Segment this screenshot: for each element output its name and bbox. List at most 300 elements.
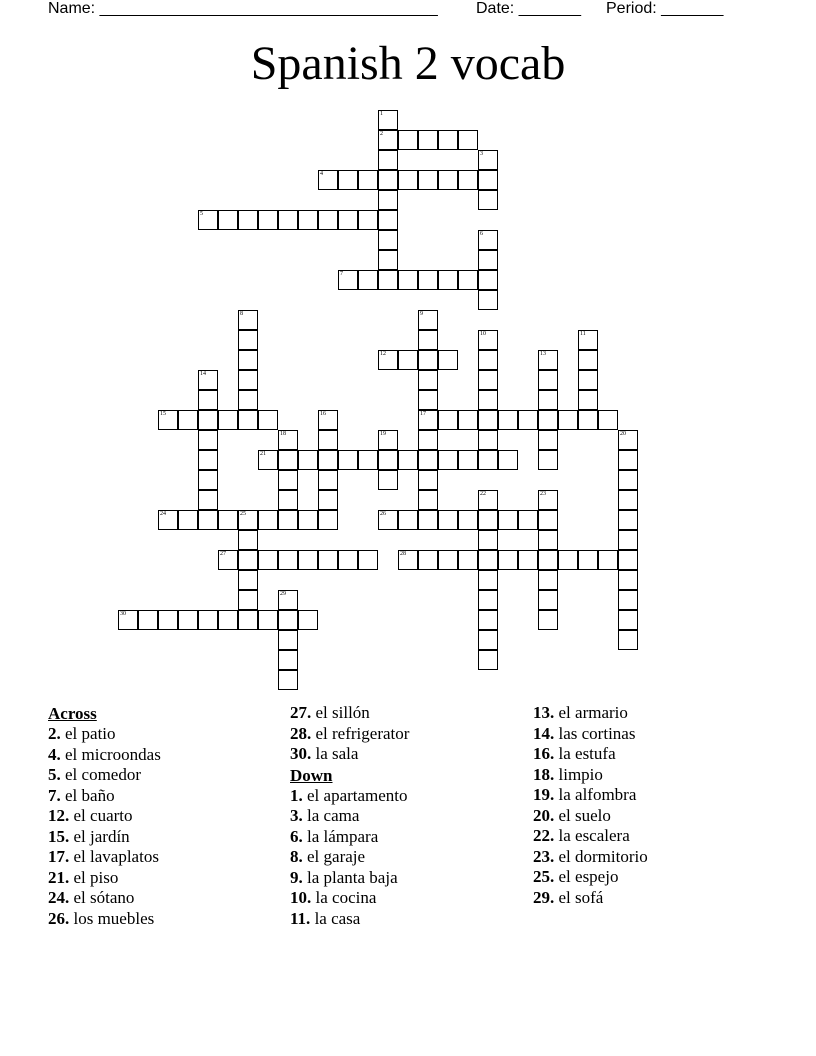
grid-cell[interactable] <box>598 410 618 430</box>
grid-cell[interactable] <box>478 570 498 590</box>
clue-item-text: el baño <box>65 785 115 805</box>
grid-cell[interactable] <box>418 330 438 350</box>
grid-cell[interactable] <box>298 510 318 530</box>
grid-cell[interactable] <box>478 530 498 550</box>
grid-cell[interactable] <box>538 570 558 590</box>
clue-number: 28 <box>400 551 406 557</box>
grid-cell[interactable] <box>258 550 278 570</box>
clue-item-text: la alfombra <box>558 785 637 804</box>
grid-cell[interactable] <box>578 410 598 430</box>
grid-cell[interactable] <box>478 490 498 510</box>
grid-cell[interactable] <box>278 210 298 230</box>
grid-cell[interactable] <box>398 550 418 570</box>
grid-cell[interactable] <box>318 450 338 470</box>
grid-cell[interactable] <box>418 510 438 530</box>
clue-number: 11 <box>580 331 586 337</box>
clue-item-number: 24. <box>48 888 70 907</box>
grid-cell[interactable] <box>618 570 638 590</box>
grid-cell[interactable] <box>498 510 518 530</box>
grid-cell[interactable] <box>198 450 218 470</box>
grid-cell[interactable] <box>618 450 638 470</box>
grid-cell[interactable] <box>538 450 558 470</box>
grid-cell[interactable] <box>198 410 218 430</box>
grid-cell[interactable] <box>198 210 218 230</box>
grid-cell[interactable] <box>478 610 498 630</box>
clue-item-number: 29. <box>533 887 555 907</box>
grid-cell[interactable] <box>478 450 498 470</box>
grid-cell[interactable] <box>358 550 378 570</box>
grid-cell[interactable] <box>618 490 638 510</box>
grid-cell[interactable] <box>498 450 518 470</box>
clue-number: 6 <box>480 231 483 237</box>
clue-item <box>533 744 648 765</box>
clue-item-number: 26. <box>48 908 70 928</box>
clue-item <box>533 867 648 888</box>
clue-item-text: la cama <box>307 806 360 825</box>
grid-cell[interactable] <box>118 610 138 630</box>
grid-cell[interactable] <box>618 530 638 550</box>
clue-item <box>48 765 161 786</box>
grid-cell[interactable] <box>318 410 338 430</box>
grid-cell[interactable] <box>478 350 498 370</box>
clue-number: 7 <box>340 271 343 277</box>
grid-cell[interactable] <box>558 550 578 570</box>
grid-cell[interactable] <box>318 550 338 570</box>
clue-item-number: 8. <box>290 847 303 866</box>
grid-cell[interactable] <box>418 350 438 370</box>
clue-item-number: 15. <box>48 826 70 846</box>
clue-number: 5 <box>200 211 203 217</box>
grid-cell[interactable] <box>198 510 218 530</box>
grid-cell[interactable] <box>238 370 258 390</box>
grid-cell[interactable] <box>378 190 398 210</box>
grid-cell[interactable] <box>238 210 258 230</box>
grid-cell[interactable] <box>358 210 378 230</box>
grid-cell[interactable] <box>278 650 298 670</box>
grid-cell[interactable] <box>478 330 498 350</box>
grid-cell[interactable] <box>238 550 258 570</box>
clue-number: 10 <box>480 331 486 337</box>
grid-cell[interactable] <box>318 470 338 490</box>
grid-cell[interactable] <box>458 510 478 530</box>
grid-cell[interactable] <box>278 670 298 690</box>
grid-cell[interactable] <box>518 510 538 530</box>
grid-cell[interactable] <box>258 410 278 430</box>
grid-cell[interactable] <box>218 410 238 430</box>
grid-cell[interactable] <box>298 550 318 570</box>
grid-cell[interactable] <box>518 550 538 570</box>
grid-cell[interactable] <box>238 530 258 550</box>
clue-item <box>533 785 648 806</box>
grid-cell[interactable] <box>318 430 338 450</box>
clue-item <box>290 786 409 807</box>
clue-number: 9 <box>420 311 423 317</box>
grid-cell[interactable] <box>498 550 518 570</box>
grid-cell[interactable] <box>338 270 358 290</box>
clue-number: 14 <box>200 371 206 377</box>
clue-column-1 <box>48 703 161 929</box>
grid-cell[interactable] <box>478 370 498 390</box>
clue-item-text: el sofá <box>558 887 604 907</box>
grid-cell[interactable] <box>258 210 278 230</box>
clue-number: 18 <box>280 431 286 437</box>
grid-cell[interactable] <box>158 510 178 530</box>
grid-cell[interactable] <box>538 530 558 550</box>
grid-cell[interactable] <box>478 390 498 410</box>
grid-cell[interactable] <box>578 330 598 350</box>
grid-cell[interactable] <box>478 630 498 650</box>
clue-item <box>48 827 161 848</box>
clue-number: 22 <box>480 491 486 497</box>
clue-item <box>533 847 648 868</box>
grid-cell[interactable] <box>258 450 278 470</box>
grid-cell[interactable] <box>418 170 438 190</box>
grid-cell[interactable] <box>538 610 558 630</box>
clue-number: 30 <box>120 611 126 617</box>
grid-cell[interactable] <box>378 170 398 190</box>
clue-item-number: 27. <box>290 703 312 722</box>
grid-cell[interactable] <box>458 450 478 470</box>
grid-cell[interactable] <box>478 230 498 250</box>
clue-number: 13 <box>540 351 546 357</box>
grid-cell[interactable] <box>218 510 238 530</box>
grid-cell[interactable] <box>538 370 558 390</box>
grid-cell[interactable] <box>538 510 558 530</box>
clue-item-text: el microondas <box>65 744 161 764</box>
grid-cell[interactable] <box>438 550 458 570</box>
clue-item-text: la casa <box>314 908 361 928</box>
grid-cell[interactable] <box>258 610 278 630</box>
grid-cell[interactable] <box>438 350 458 370</box>
grid-cell[interactable] <box>398 350 418 370</box>
grid-cell[interactable] <box>578 390 598 410</box>
grid-cell[interactable] <box>458 130 478 150</box>
clue-item-number: 12. <box>48 806 70 825</box>
clue-item-number: 22. <box>533 826 555 845</box>
grid-cell[interactable] <box>438 410 458 430</box>
clue-item-text: la escalera <box>558 826 630 845</box>
grid-cell[interactable] <box>378 130 398 150</box>
clue-item-text: la estufa <box>558 744 616 763</box>
grid-cell[interactable] <box>218 610 238 630</box>
grid-cell[interactable] <box>398 450 418 470</box>
grid-cell[interactable] <box>538 490 558 510</box>
clue-item <box>290 888 409 909</box>
grid-cell[interactable] <box>338 450 358 470</box>
grid-cell[interactable] <box>458 170 478 190</box>
period-field[interactable]: Period: _______ <box>606 0 724 17</box>
grid-cell[interactable] <box>618 610 638 630</box>
grid-cell[interactable] <box>398 270 418 290</box>
grid-cell[interactable] <box>198 390 218 410</box>
grid-cell[interactable] <box>278 470 298 490</box>
clue-item <box>290 806 409 827</box>
grid-cell[interactable] <box>238 330 258 350</box>
clue-item-number: 16. <box>533 744 555 763</box>
grid-cell[interactable] <box>418 470 438 490</box>
grid-cell[interactable] <box>418 390 438 410</box>
clue-item-text: el lavaplatos <box>73 847 159 866</box>
clue-item-text: el piso <box>73 867 119 887</box>
grid-cell[interactable] <box>478 550 498 570</box>
clue-item-number: 3. <box>290 806 303 825</box>
grid-cell[interactable] <box>378 350 398 370</box>
grid-cell[interactable] <box>238 410 258 430</box>
grid-cell[interactable] <box>238 310 258 330</box>
clue-item <box>533 703 648 724</box>
clue-item-text: la planta baja <box>307 867 398 887</box>
grid-cell[interactable] <box>318 170 338 190</box>
grid-cell[interactable] <box>478 410 498 430</box>
clue-section-heading: Across <box>48 704 97 723</box>
clue-item <box>533 724 648 745</box>
grid-cell[interactable] <box>478 430 498 450</box>
grid-cell[interactable] <box>618 510 638 530</box>
clue-item-text: la cocina <box>315 888 377 907</box>
clue-item <box>48 888 161 909</box>
grid-cell[interactable] <box>618 590 638 610</box>
grid-cell[interactable] <box>438 170 458 190</box>
grid-cell[interactable] <box>598 550 618 570</box>
grid-cell[interactable] <box>278 630 298 650</box>
clue-item-text: el apartamento <box>307 785 408 805</box>
clue-item-number: 11. <box>290 908 311 928</box>
grid-cell[interactable] <box>618 470 638 490</box>
grid-cell[interactable] <box>378 510 398 530</box>
grid-cell[interactable] <box>238 350 258 370</box>
clue-item-text: la lámpara <box>307 826 379 846</box>
clue-item <box>48 909 161 930</box>
clue-item-number: 6. <box>290 826 303 846</box>
clue-item-text: el espejo <box>558 867 619 886</box>
clue-number: 26 <box>380 511 386 517</box>
grid-cell[interactable] <box>178 510 198 530</box>
clue-item-number: 13. <box>533 703 555 722</box>
grid-cell[interactable] <box>478 590 498 610</box>
grid-cell[interactable] <box>238 610 258 630</box>
grid-cell[interactable] <box>618 550 638 570</box>
grid-cell[interactable] <box>158 610 178 630</box>
grid-cell[interactable] <box>538 410 558 430</box>
clue-item-number: 19. <box>533 785 555 804</box>
clue-item <box>48 745 161 766</box>
clue-item <box>290 703 409 724</box>
grid-cell[interactable] <box>178 610 198 630</box>
grid-cell[interactable] <box>478 290 498 310</box>
grid-cell[interactable] <box>478 270 498 290</box>
clue-number: 8 <box>240 311 243 317</box>
grid-cell[interactable] <box>578 550 598 570</box>
clue-number: 12 <box>380 351 386 357</box>
grid-cell[interactable] <box>378 270 398 290</box>
grid-cell[interactable] <box>278 450 298 470</box>
grid-cell[interactable] <box>178 410 198 430</box>
clue-number: 19 <box>380 431 386 437</box>
clue-item-number: 14. <box>533 723 555 743</box>
grid-cell[interactable] <box>318 510 338 530</box>
clue-item <box>290 909 409 930</box>
clue-number: 1 <box>380 111 383 117</box>
grid-cell[interactable] <box>278 610 298 630</box>
clue-item-text: el sillón <box>315 703 370 722</box>
grid-cell[interactable] <box>298 210 318 230</box>
grid-cell[interactable] <box>358 170 378 190</box>
grid-cell[interactable] <box>438 270 458 290</box>
grid-cell[interactable] <box>618 430 638 450</box>
grid-cell[interactable] <box>318 210 338 230</box>
grid-cell[interactable] <box>438 130 458 150</box>
clue-number: 4 <box>320 171 323 177</box>
clue-item <box>290 744 409 765</box>
grid-cell[interactable] <box>278 550 298 570</box>
clue-item-text: el comedor <box>65 765 141 784</box>
grid-cell[interactable] <box>278 510 298 530</box>
clue-item-number: 30. <box>290 744 312 763</box>
grid-cell[interactable] <box>378 470 398 490</box>
date-field[interactable]: Date: _______ <box>476 0 581 17</box>
grid-cell[interactable] <box>418 430 438 450</box>
clue-number: 3 <box>480 151 483 157</box>
clue-item-number: 9. <box>290 867 303 887</box>
clue-item-number: 25. <box>533 867 555 886</box>
clue-item <box>533 806 648 827</box>
clue-item <box>533 826 648 847</box>
grid-cell[interactable] <box>398 170 418 190</box>
clue-item-number: 7. <box>48 785 61 805</box>
clue-number: 20 <box>620 431 626 437</box>
clue-section-heading: Down <box>290 765 333 785</box>
grid-cell[interactable] <box>538 430 558 450</box>
grid-cell[interactable] <box>378 110 398 130</box>
grid-cell[interactable] <box>278 590 298 610</box>
name-field[interactable]: Name: ______________________________________ <box>48 0 438 17</box>
grid-cell[interactable] <box>218 550 238 570</box>
grid-cell[interactable] <box>418 310 438 330</box>
clue-number: 17 <box>420 411 426 417</box>
grid-cell[interactable] <box>238 570 258 590</box>
grid-cell[interactable] <box>238 590 258 610</box>
grid-cell[interactable] <box>438 450 458 470</box>
grid-cell[interactable] <box>418 450 438 470</box>
grid-cell[interactable] <box>378 450 398 470</box>
grid-cell[interactable] <box>278 490 298 510</box>
grid-cell[interactable] <box>238 390 258 410</box>
grid-cell[interactable] <box>378 430 398 450</box>
grid-cell[interactable] <box>138 610 158 630</box>
clue-item <box>48 786 161 807</box>
clue-number: 27 <box>220 551 226 557</box>
grid-cell[interactable] <box>198 490 218 510</box>
grid-cell[interactable] <box>198 610 218 630</box>
grid-cell[interactable] <box>338 210 358 230</box>
grid-cell[interactable] <box>298 450 318 470</box>
grid-cell[interactable] <box>298 610 318 630</box>
clue-item-number: 10. <box>290 888 312 907</box>
grid-cell[interactable] <box>478 150 498 170</box>
grid-cell[interactable] <box>358 450 378 470</box>
grid-cell[interactable] <box>438 510 458 530</box>
grid-cell[interactable] <box>478 650 498 670</box>
grid-cell[interactable] <box>618 630 638 650</box>
clue-item-text: los muebles <box>73 908 155 928</box>
grid-cell[interactable] <box>418 270 438 290</box>
grid-cell[interactable] <box>478 510 498 530</box>
grid-cell[interactable] <box>458 410 478 430</box>
grid-cell[interactable] <box>578 370 598 390</box>
clue-item <box>290 868 409 889</box>
grid-cell[interactable] <box>478 250 498 270</box>
clue-item-text: el sótano <box>73 888 135 907</box>
grid-cell[interactable] <box>158 410 178 430</box>
grid-cell[interactable] <box>398 130 418 150</box>
grid-cell[interactable] <box>338 170 358 190</box>
clue-number: 25 <box>240 511 246 517</box>
grid-cell[interactable] <box>378 210 398 230</box>
clue-item-text: el cuarto <box>73 806 133 825</box>
clue-item-text: el suelo <box>558 805 611 825</box>
clue-item-text: el patio <box>65 724 116 743</box>
grid-cell[interactable] <box>418 370 438 390</box>
clue-column-2 <box>290 703 409 929</box>
grid-cell[interactable] <box>418 550 438 570</box>
grid-cell[interactable] <box>418 130 438 150</box>
clue-item-number: 20. <box>533 805 555 825</box>
clue-item <box>48 868 161 889</box>
clue-item-number: 18. <box>533 764 555 784</box>
grid-cell[interactable] <box>198 430 218 450</box>
grid-cell[interactable] <box>198 470 218 490</box>
grid-cell[interactable] <box>558 410 578 430</box>
clue-item-number: 2. <box>48 724 61 743</box>
grid-cell[interactable] <box>358 270 378 290</box>
grid-cell[interactable] <box>538 590 558 610</box>
clue-item-number: 28. <box>290 723 312 743</box>
grid-cell[interactable] <box>538 550 558 570</box>
clue-number: 23 <box>540 491 546 497</box>
grid-cell[interactable] <box>318 490 338 510</box>
grid-cell[interactable] <box>498 410 518 430</box>
clue-item <box>533 888 648 909</box>
grid-cell[interactable] <box>538 390 558 410</box>
grid-cell[interactable] <box>458 270 478 290</box>
clue-item <box>48 724 161 745</box>
grid-cell[interactable] <box>338 550 358 570</box>
clue-item-number: 23. <box>533 846 555 866</box>
clue-item-number: 21. <box>48 867 70 887</box>
grid-cell[interactable] <box>578 350 598 370</box>
clue-column-3 <box>533 703 648 908</box>
grid-cell[interactable] <box>238 510 258 530</box>
grid-cell[interactable] <box>458 550 478 570</box>
grid-cell[interactable] <box>418 410 438 430</box>
grid-cell[interactable] <box>258 510 278 530</box>
grid-cell[interactable] <box>218 210 238 230</box>
grid-cell[interactable] <box>198 370 218 390</box>
grid-cell[interactable] <box>478 170 498 190</box>
grid-cell[interactable] <box>278 430 298 450</box>
grid-cell[interactable] <box>418 490 438 510</box>
grid-cell[interactable] <box>398 510 418 530</box>
grid-cell[interactable] <box>378 250 398 270</box>
clue-number: 15 <box>160 411 166 417</box>
clue-item-text: limpio <box>558 764 603 784</box>
grid-cell[interactable] <box>518 410 538 430</box>
clue-item-text: el refrigerator <box>315 723 410 743</box>
grid-cell[interactable] <box>538 350 558 370</box>
grid-cell[interactable] <box>378 230 398 250</box>
grid-cell[interactable] <box>478 190 498 210</box>
grid-cell[interactable] <box>378 150 398 170</box>
